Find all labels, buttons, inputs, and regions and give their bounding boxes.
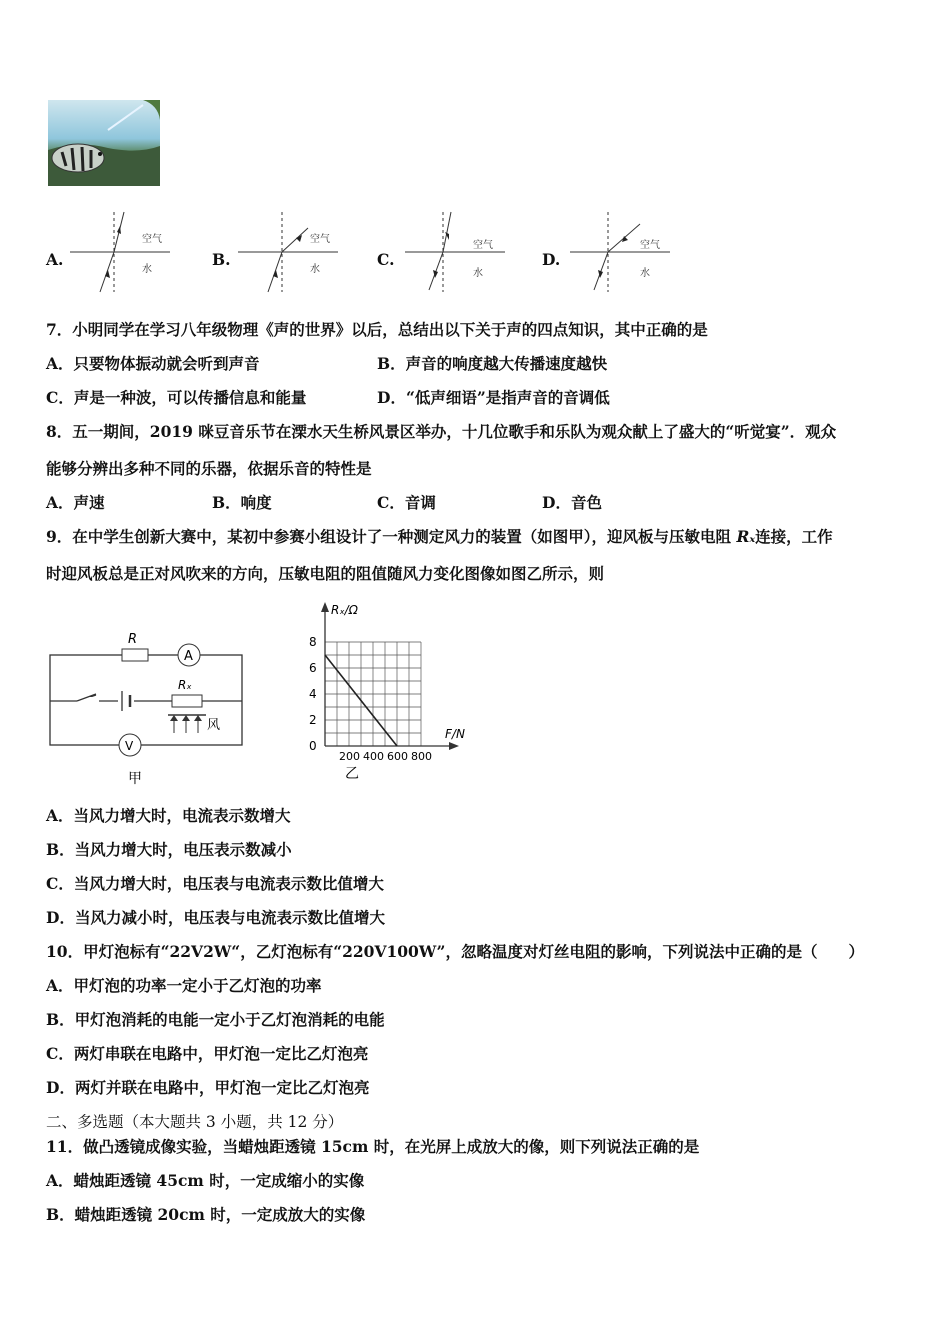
section-heading-multiple-choice: 二、多选题（本大题共 3 小题，共 12 分）	[46, 1113, 344, 1131]
q6-figure-c	[405, 210, 505, 299]
q8-option-b: B．响度	[212, 493, 272, 512]
air-label-b: 空气	[310, 234, 330, 245]
y-tick-label: 6	[309, 661, 317, 675]
q9-option-d: D．当风力减小时，电压表与电流表示数比值增大	[46, 908, 385, 927]
x-tick-label: 800	[411, 750, 432, 763]
q7-option-d: D．“低声细语”是指声音的音调低	[377, 388, 610, 407]
q10-option-d: D．两灯并联在电路中，甲灯泡一定比乙灯泡亮	[46, 1078, 370, 1097]
q7-option-b: B．声音的响度越大传播速度越快	[377, 354, 608, 373]
graph-grid	[325, 642, 421, 746]
q9-stem-line1-a: 9．在中学生创新大赛中，某初中参赛小组设计了一种测定风力的装置（如图甲），迎风板与压敏电阻	[46, 527, 737, 546]
archer-fish-photo	[48, 100, 160, 186]
q6-figure-b	[238, 210, 338, 299]
q6-option-d-label: D.	[542, 250, 561, 269]
q6-figure-a	[70, 210, 170, 299]
q6-figure-d	[570, 210, 670, 299]
q9-option-c: C．当风力增大时，电压表与电流表示数比值增大	[46, 874, 384, 893]
x-tick-label: 400	[363, 750, 384, 763]
y-tick-label: 4	[309, 687, 317, 701]
resistor-rx	[172, 695, 202, 707]
graph-caption: 乙	[345, 766, 359, 782]
q9-stem-line2: 时迎风板总是正对风吹来的方向，压敏电阻的阻值随风力变化图像如图乙所示，则	[46, 564, 605, 583]
q9-option-a: A．当风力增大时，电流表示数增大	[46, 806, 291, 825]
q10-option-a: A．甲灯泡的功率一定小于乙灯泡的功率	[46, 976, 322, 995]
q8-option-c: C．音调	[377, 493, 436, 512]
q9-option-b: B．当风力增大时，电压表示数减小	[46, 840, 292, 859]
air-label-a: 空气	[142, 234, 162, 245]
circuit-diagram	[40, 625, 255, 799]
y-tick-label: 8	[309, 635, 317, 649]
q6-option-c-label: C.	[377, 250, 395, 269]
air-label-c: 空气	[473, 240, 493, 251]
ammeter-label: A	[184, 649, 193, 664]
q11-stem: 11．做凸透镜成像实验，当蜡烛距透镜 15cm 时，在光屏上成放大的像，则下列说法正确的是	[46, 1137, 700, 1156]
q8-stem-line1: 8．五一期间，2019 咪豆音乐节在溧水天生桥风景区举办，十几位歌手和乐队为观众献上了盛大的“听觉宴”．观众	[46, 422, 837, 441]
resistor-rx-label: Rₓ	[178, 678, 192, 692]
q11-option-b: B．蜡烛距透镜 20cm 时，一定成放大的实像	[46, 1205, 366, 1224]
q10-stem: 10．甲灯泡标有“22V2W“，乙灯泡标有“220V100W”，忽略温度对灯丝电阻的影响，下列说法中正确的是（ ）	[46, 942, 864, 961]
q9-stem-line1-b: 连接，工作	[755, 527, 833, 546]
air-label-d: 空气	[640, 240, 660, 251]
y-tick-label: 2	[309, 713, 317, 727]
q10-option-b: B．甲灯泡消耗的电能一定小于乙灯泡消耗的电能	[46, 1010, 385, 1029]
x-tick-label: 600	[387, 750, 408, 763]
q9-rx-symbol: Rₓ	[736, 527, 756, 546]
voltmeter-label: V	[125, 739, 134, 753]
circuit-caption: 甲	[128, 771, 142, 787]
q11-option-a: A．蜡烛距透镜 45cm 时，一定成缩小的实像	[46, 1171, 365, 1190]
q8-stem-line2: 能够分辨出多种不同的乐器，依据乐音的特性是	[46, 459, 372, 478]
q8-option-d: D．音色	[542, 493, 602, 512]
water-label-b: 水	[310, 264, 320, 275]
resistor-r-label: R	[128, 632, 138, 647]
x-tick-label: 200	[339, 750, 360, 763]
x-axis-label: F/N	[445, 727, 465, 741]
water-label-a: 水	[142, 264, 152, 275]
y-tick-label: 0	[309, 739, 317, 753]
q6-option-b-label: B.	[212, 250, 231, 269]
wind-label: 风	[207, 718, 221, 733]
q7-stem: 7．小明同学在学习八年级物理《声的世界》以后，总结出以下关于声的四点知识，其中正确的是	[46, 320, 708, 339]
q6-option-a-label: A.	[46, 250, 64, 269]
q9-stem-line1	[46, 527, 833, 547]
water-label-c: 水	[473, 268, 483, 279]
water-label-d: 水	[640, 268, 650, 279]
q8-option-a: A．声速	[46, 493, 105, 512]
q7-option-c: C．声是一种波，可以传播信息和能量	[46, 388, 307, 407]
rx-force-graph	[295, 598, 480, 787]
q7-option-a: A．只要物体振动就会听到声音	[46, 354, 260, 373]
q10-option-c: C．两灯串联在电路中，甲灯泡一定比乙灯泡亮	[46, 1044, 369, 1063]
resistor-r	[122, 649, 148, 661]
y-axis-label: Rₓ/Ω	[331, 603, 358, 617]
